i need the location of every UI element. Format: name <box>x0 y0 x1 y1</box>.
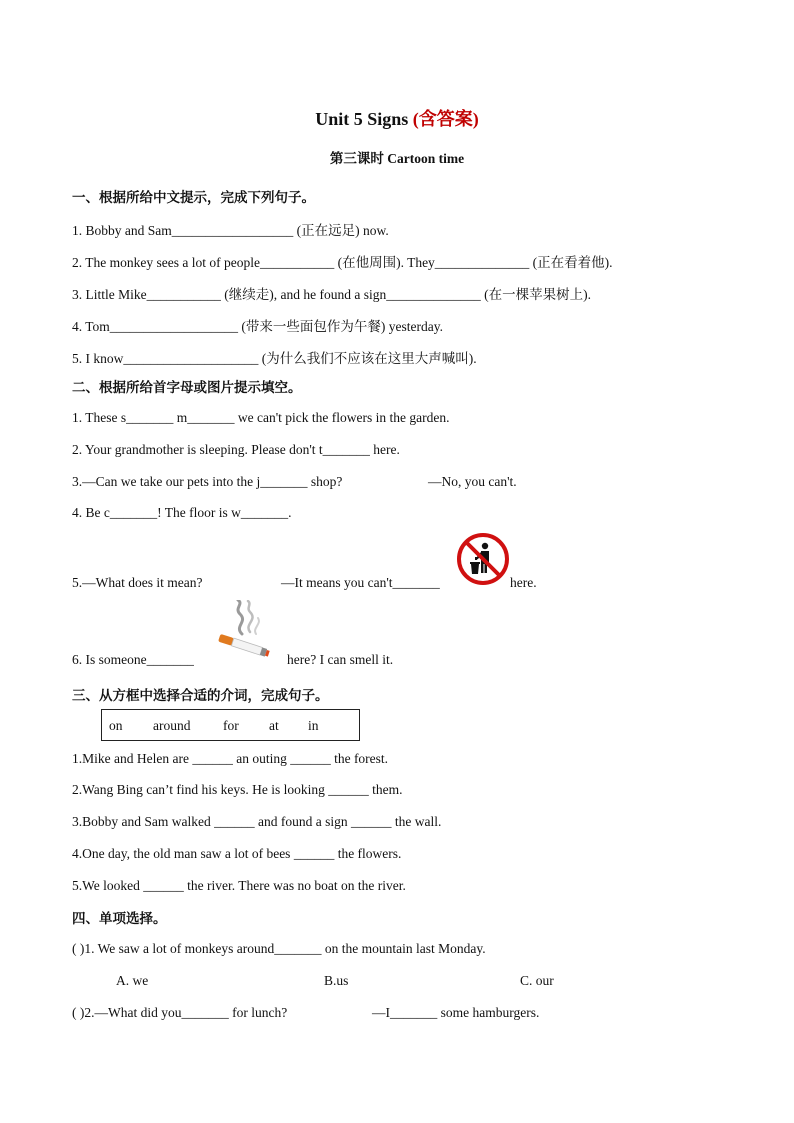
section4-heading: 四、单项选择。 <box>72 911 167 927</box>
section3-heading: 三、从方框中选择合适的介词，完成句子。 <box>72 688 329 704</box>
s4-q2-answer: —I_______ some hamburgers. <box>372 1005 540 1020</box>
title-main: Unit 5 Signs <box>315 109 413 129</box>
s1-item-5: 5. I know____________________ (为什么我们不应该在这里大声喊叫). <box>72 351 477 366</box>
s4-question-1: ( )1. We saw a lot of monkeys around_______ on the mountain last Monday. <box>72 941 486 956</box>
s2-item-6-start: 6. Is someone_______ <box>72 652 194 667</box>
s1-item-3: 3. Little Mike___________ (继续走), and he found a sign______________ (在一棵苹果树上). <box>72 287 591 302</box>
title-answer-tag: (含答案) <box>412 109 479 129</box>
s2-item-3: 3.—Can we take our pets into the j_______ shop? <box>72 474 343 489</box>
word-option: in <box>308 718 319 733</box>
page-title <box>0 105 794 131</box>
word-option: at <box>269 718 279 733</box>
s3-item-3: 3.Bobby and Sam walked ______ and found a sign ______ the wall. <box>72 814 442 829</box>
s3-item-1: 1.Mike and Helen are ______ an outing ______ the forest. <box>72 751 389 766</box>
page-subtitle: 第三课时 Cartoon time <box>329 151 465 166</box>
s4-q1-option-b: B.us <box>324 973 349 988</box>
s1-item-4: 4. Tom___________________ (带来一些面包作为午餐) yesterday. <box>72 319 444 334</box>
no-littering-icon <box>456 532 510 586</box>
word-option: for <box>223 718 239 733</box>
s2-item-4: 4. Be c_______! The floor is w_______. <box>72 505 292 520</box>
s2-item-2: 2. Your grandmother is sleeping. Please don't t_______ here. <box>72 442 400 457</box>
cigarette-icon <box>212 600 278 660</box>
s3-item-2: 2.Wang Bing can’t find his keys. He is looking ______ them. <box>72 782 403 797</box>
s2-item-5-tail: here. <box>510 575 537 590</box>
s1-item-1: 1. Bobby and Sam__________________ (正在远足) now. <box>72 223 389 238</box>
s4-question-2: ( )2.—What did you_______ for lunch? <box>72 1005 288 1020</box>
s3-item-5: 5.We looked ______ the river. There was no boat on the river. <box>72 878 406 893</box>
s3-item-4: 4.One day, the old man saw a lot of bees ______ the flowers. <box>72 846 402 861</box>
s2-item-5-answer: —It means you can't_______ <box>281 575 440 590</box>
s4-q1-option-c: C. our <box>520 973 554 988</box>
word-option: around <box>153 718 191 733</box>
s2-item-1: 1. These s_______ m_______ we can't pick the flowers in the garden. <box>72 410 450 425</box>
word-box <box>101 709 360 741</box>
s1-item-2: 2. The monkey sees a lot of people___________ (在他周围). They______________ (正在看着他). <box>72 255 613 270</box>
s2-item-5-question: 5.—What does it mean? <box>72 575 203 590</box>
s2-item-3-answer: —No, you can't. <box>428 474 517 489</box>
s2-item-6-tail: here? I can smell it. <box>287 652 394 667</box>
word-option: on <box>109 718 123 733</box>
section1-heading: 一、根据所给中文提示，完成下列句子。 <box>72 190 315 206</box>
s4-q1-option-a: A. we <box>116 973 149 988</box>
section2-heading: 二、根据所给首字母或图片提示填空。 <box>72 380 302 396</box>
